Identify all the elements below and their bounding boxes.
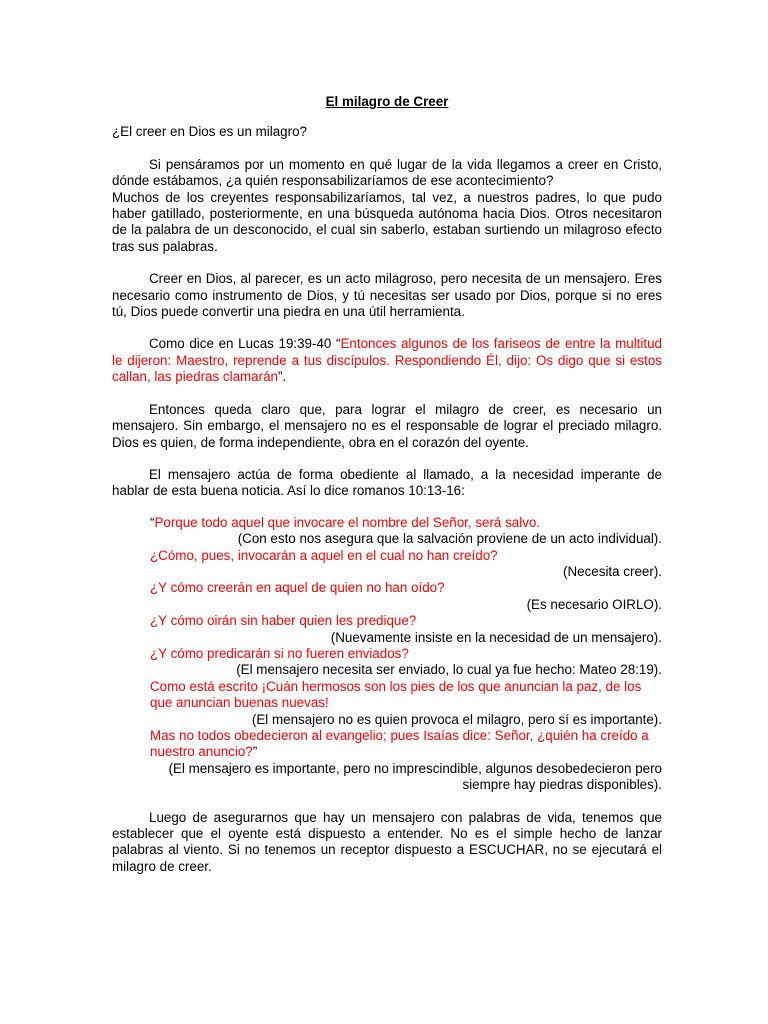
verse-13: “Porque todo aquel que invocare el nombre del Señor, será salvo. bbox=[150, 514, 541, 530]
note-14b: (Es necesario OIRLO). bbox=[526, 596, 662, 612]
paragraph-1: Si pensáramos por un momento en qué lugar de la vida llegamos a creer en Cristo, dónde estábamos, ¿a quién responsabilizaríamos de ese acontecimiento? bbox=[112, 156, 662, 189]
note-15a: (El mensajero necesita ser enviado, lo cual ya fue hecho: Mateo 28:19). bbox=[236, 662, 662, 678]
paragraph-6: El mensajero actúa de forma obediente al llamado, a la necesidad imperante de hablar de esta buena noticia. Así lo dice romanos 10:13-16: bbox=[112, 466, 662, 499]
paragraph-5: Entonces queda claro que, para lograr el milagro de creer, es necesario un mensajero. Sin embargo, el mensajero no es el responsable de lograr el preciado milagro. Dios es quien, de forma independiente, obra en el corazón del oyente. bbox=[112, 401, 662, 450]
paragraph-4 bbox=[112, 336, 662, 385]
romans-passage bbox=[112, 515, 662, 794]
paragraph-2: Muchos de los creyentes responsabilizaríamos, tal vez, a nuestros padres, lo que pudo haber gatillado, posteriormente, en una búsqueda autónoma hacia Dios. Otros necesitaron de la palabra de un desconocido, el cual sin saberlo, estaban surtiendo un milagroso efecto tras sus palabras. bbox=[112, 189, 662, 254]
note-16: (El mensajero es importante, pero no imprescindible, algunos desobedecieron pero siempre hay piedras disponibles). bbox=[168, 760, 662, 793]
note-13: (Con esto nos asegura que la salvación proviene de un acto individual). bbox=[237, 531, 662, 547]
verse-14a: ¿Cómo, pues, invocarán a aquel en el cual no han creído? bbox=[150, 547, 498, 563]
note-14a: (Necesita creer). bbox=[563, 563, 662, 579]
verse-16: Mas no todos obedecieron al evangelio; pues Isaías dice: Señor, ¿quién ha creído a nuestro anuncio?” bbox=[150, 728, 649, 760]
verse-15a: ¿Y cómo predicarán si no fueren enviados? bbox=[150, 645, 409, 661]
document-title: El milagro de Creer bbox=[325, 94, 449, 109]
opening-question: ¿El creer en Dios es un milagro? bbox=[112, 124, 307, 140]
note-14c: (Nuevamente insiste en la necesidad de un mensajero). bbox=[330, 629, 662, 645]
paragraph-7: Luego de asegurarnos que hay un mensajero con palabras de vida, tenemos que establecer que el oyente está dispuesto a entender. No es el simple hecho de lanzar palabras al viento. Si no tenemos un receptor dispuesto a ESCUCHAR, no se ejecutará el milagro de creer. bbox=[112, 809, 662, 874]
verse-15b: Como está escrito ¡Cuán hermosos son los pies de los que anuncian la paz, de los que anuncian buenas nuevas! bbox=[150, 678, 642, 711]
verse-14c: ¿Y cómo oirán sin haber quien les predique? bbox=[150, 613, 417, 629]
luke-end: ”. bbox=[277, 369, 287, 385]
paragraph-3: Creer en Dios, al parecer, es un acto milagroso, pero necesita de un mensajero. Eres necesario como instrumento de Dios, y tú necesitas ser usado por Dios, porque si no eres tú, Dios puede convertir una piedra en una útil herramienta. bbox=[112, 271, 662, 320]
luke-quote: Entonces algunos de los fariseos de entre la multitud le dijeron: Maestro, reprende a tus discípulos. Respondiendo Él, dijo: Os digo que si estos callan, las piedras clamarán bbox=[112, 336, 662, 385]
luke-intro: Como dice en Lucas 19:39-40 “ bbox=[149, 336, 341, 352]
verse-14b: ¿Y cómo creerán en aquel de quien no han oído? bbox=[150, 580, 445, 596]
note-15b: (El mensajero no es quien provoca el milagro, pero sí es importante). bbox=[251, 711, 662, 727]
document-page bbox=[112, 94, 662, 875]
